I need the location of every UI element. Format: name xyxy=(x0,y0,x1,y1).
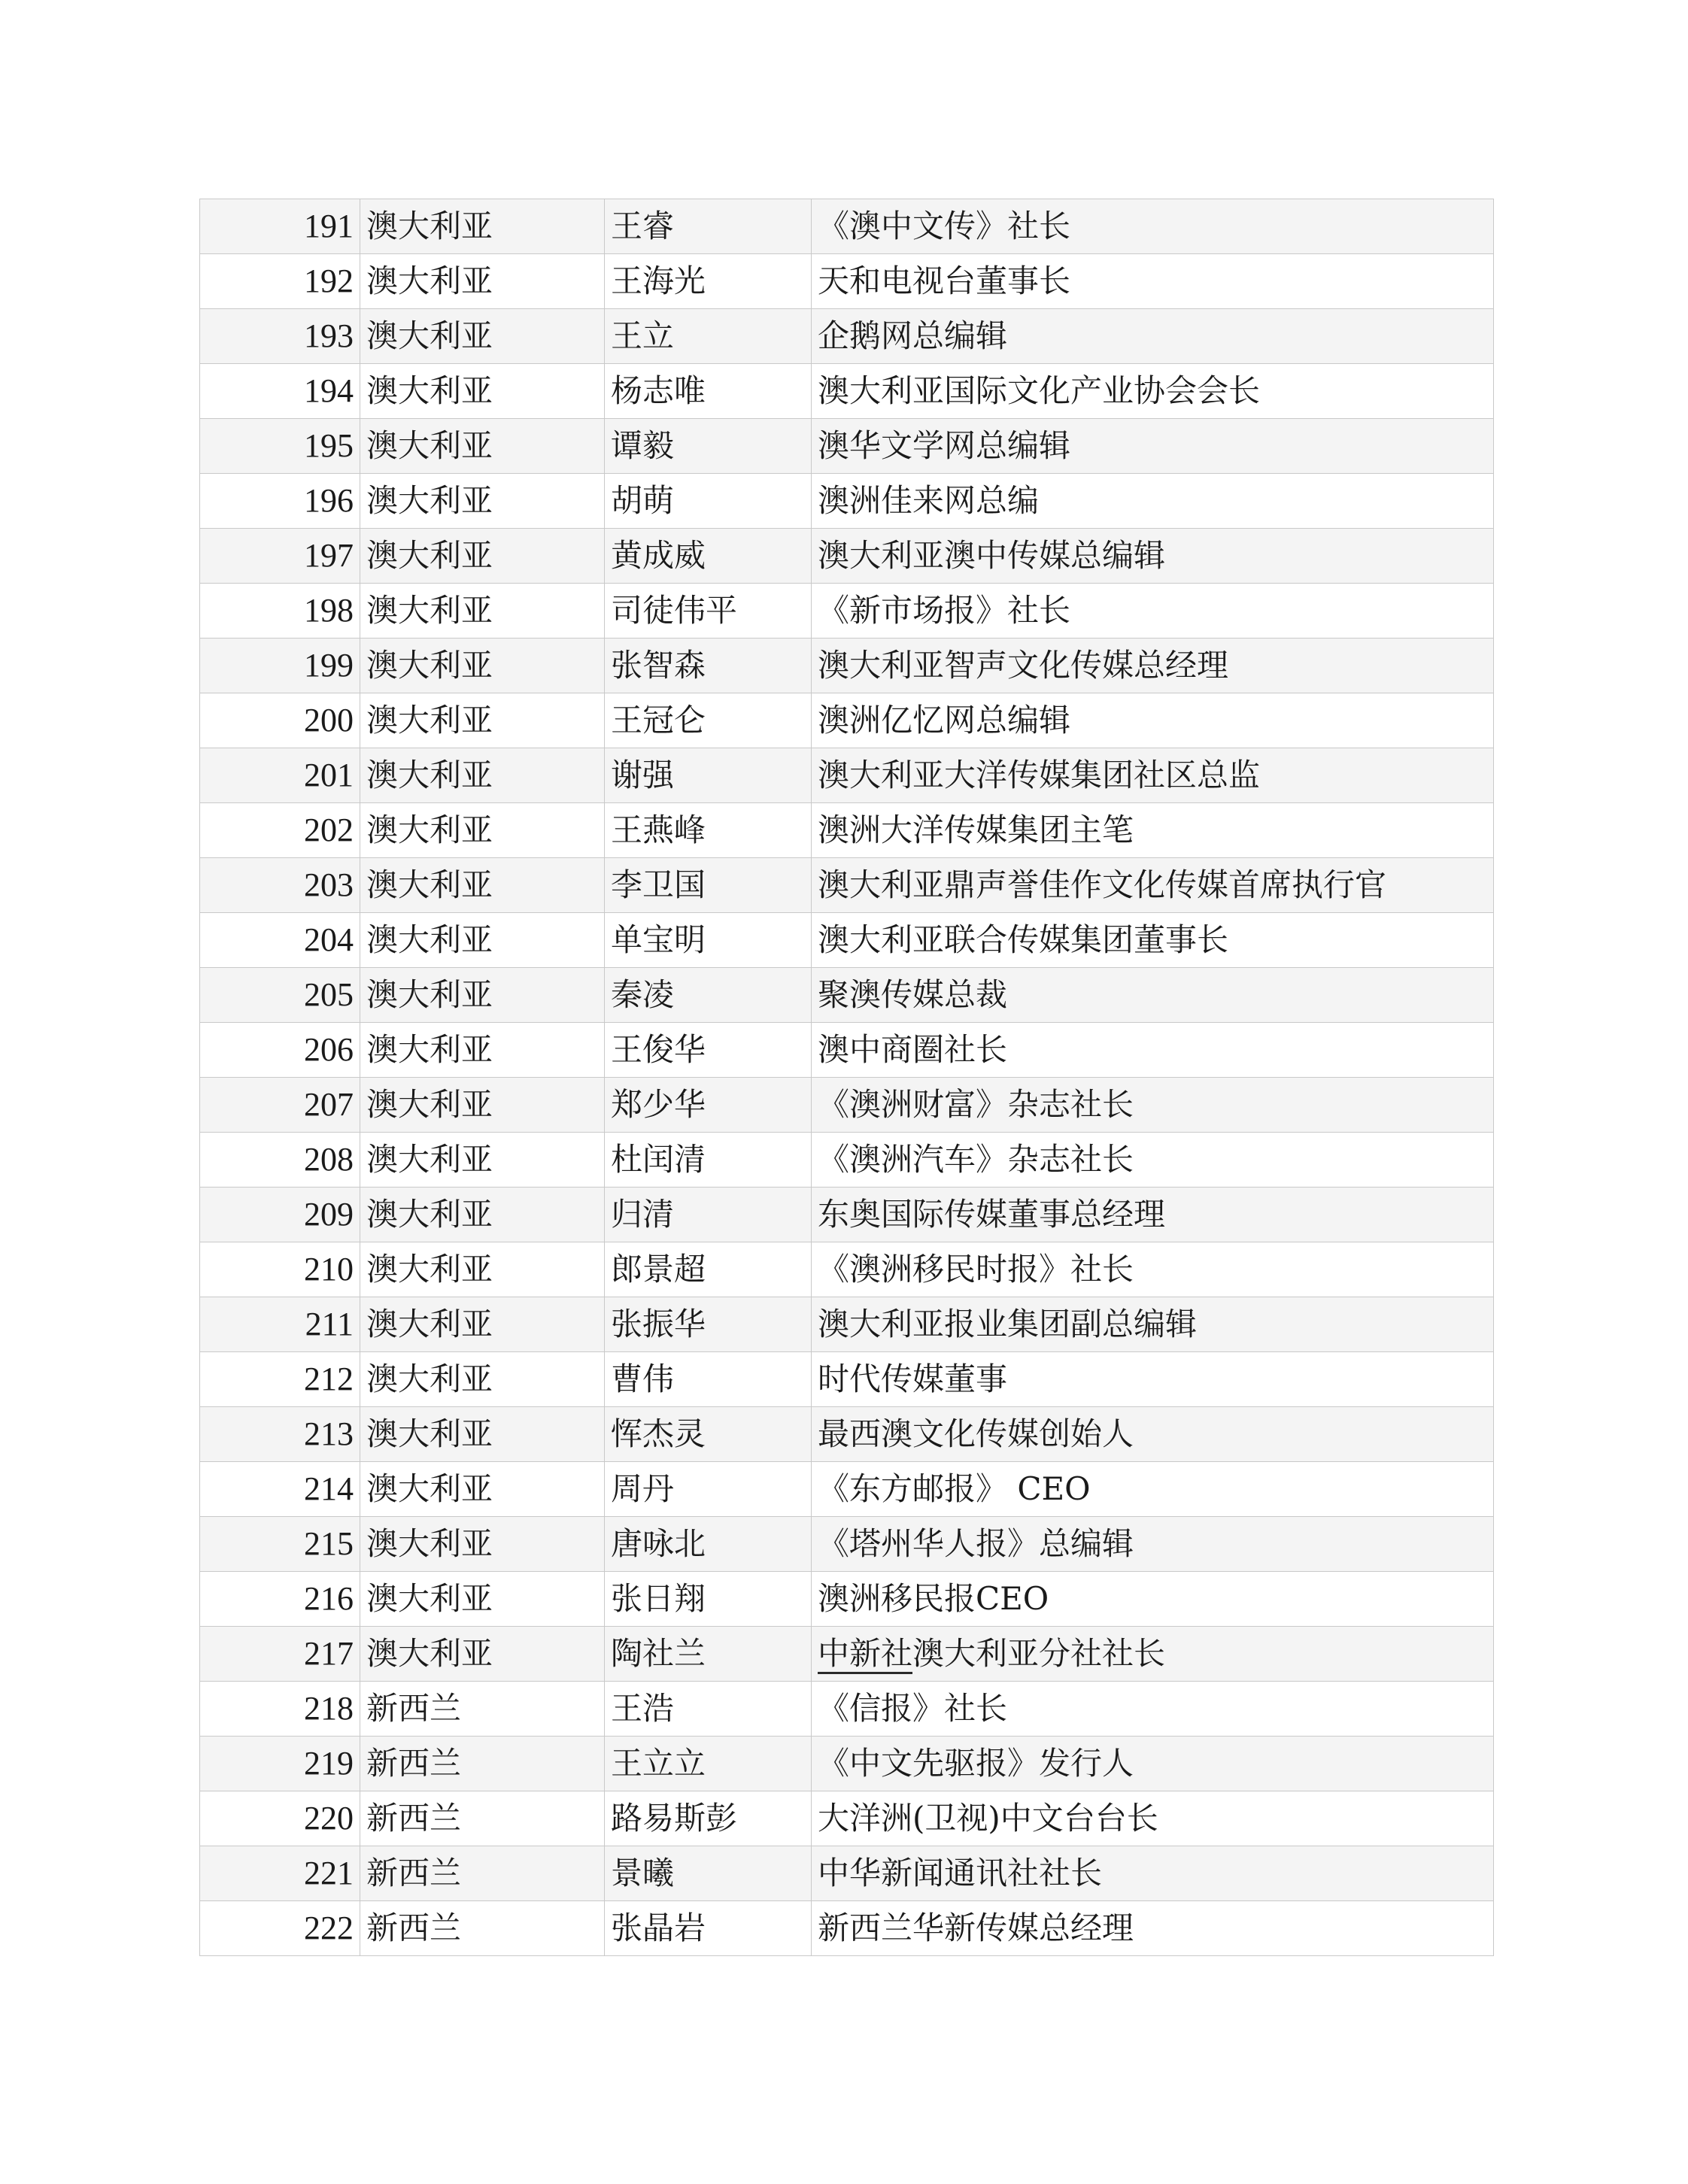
table-row xyxy=(200,309,1494,364)
media-roster-table xyxy=(199,199,1494,1956)
row-number: 222 xyxy=(200,1901,360,1956)
title-cell: 时代传媒董事 xyxy=(812,1352,1494,1407)
title-cell: 澳大利亚智声文化传媒总经理 xyxy=(812,639,1494,693)
row-number: 192 xyxy=(200,254,360,309)
row-number: 206 xyxy=(200,1023,360,1078)
name-cell: 李卫国 xyxy=(605,858,812,913)
table-row xyxy=(200,199,1494,254)
title-cell: 澳中商圈社长 xyxy=(812,1023,1494,1078)
table-row xyxy=(200,1297,1494,1352)
name-cell: 王立立 xyxy=(605,1737,812,1791)
name-cell: 司徒伟平 xyxy=(605,584,812,639)
country-cell: 澳大利亚 xyxy=(360,474,605,529)
title-cell: 澳洲大洋传媒集团主笔 xyxy=(812,803,1494,858)
name-cell: 路易斯彭 xyxy=(605,1791,812,1846)
name-cell: 王燕峰 xyxy=(605,803,812,858)
title-cell: 澳大利亚澳中传媒总编辑 xyxy=(812,529,1494,584)
table-row xyxy=(200,1407,1494,1462)
title-cell: 澳洲移民报CEO xyxy=(812,1572,1494,1627)
row-number: 191 xyxy=(200,199,360,254)
name-cell: 张智森 xyxy=(605,639,812,693)
table-row xyxy=(200,1737,1494,1791)
table-row xyxy=(200,1078,1494,1133)
title-cell: 《澳洲汽车》杂志社长 xyxy=(812,1133,1494,1188)
title-cell: 中华新闻通讯社社长 xyxy=(812,1846,1494,1901)
title-cell: 澳洲佳来网总编 xyxy=(812,474,1494,529)
name-cell: 杨志唯 xyxy=(605,364,812,419)
row-number: 196 xyxy=(200,474,360,529)
country-cell: 澳大利亚 xyxy=(360,1572,605,1627)
table-row xyxy=(200,474,1494,529)
table-row xyxy=(200,364,1494,419)
table-row xyxy=(200,419,1494,474)
country-cell: 澳大利亚 xyxy=(360,858,605,913)
name-cell: 郑少华 xyxy=(605,1078,812,1133)
country-cell: 新西兰 xyxy=(360,1791,605,1846)
row-number: 210 xyxy=(200,1242,360,1297)
country-cell: 澳大利亚 xyxy=(360,639,605,693)
title-cell: 澳大利亚国际文化产业协会会长 xyxy=(812,364,1494,419)
title-cell: 《东方邮报》 CEO xyxy=(812,1462,1494,1517)
table-row xyxy=(200,1242,1494,1297)
table-row xyxy=(200,748,1494,803)
name-cell: 王俊华 xyxy=(605,1023,812,1078)
country-cell: 新西兰 xyxy=(360,1682,605,1737)
country-cell: 澳大利亚 xyxy=(360,1627,605,1682)
table-row xyxy=(200,1023,1494,1078)
table-row xyxy=(200,1352,1494,1407)
row-number: 205 xyxy=(200,968,360,1023)
country-cell: 澳大利亚 xyxy=(360,1297,605,1352)
country-cell: 澳大利亚 xyxy=(360,913,605,968)
table-row xyxy=(200,1791,1494,1846)
name-cell: 谢强 xyxy=(605,748,812,803)
table-row xyxy=(200,1572,1494,1627)
title-cell: 澳大利亚报业集团副总编辑 xyxy=(812,1297,1494,1352)
row-number: 195 xyxy=(200,419,360,474)
title-cell: 《塔州华人报》总编辑 xyxy=(812,1517,1494,1572)
title-cell: 澳大利亚大洋传媒集团社区总监 xyxy=(812,748,1494,803)
name-cell: 归清 xyxy=(605,1188,812,1242)
table-row xyxy=(200,1682,1494,1737)
title-cell: 《新市场报》社长 xyxy=(812,584,1494,639)
country-cell: 澳大利亚 xyxy=(360,693,605,748)
row-number: 194 xyxy=(200,364,360,419)
title-cell: 《信报》社长 xyxy=(812,1682,1494,1737)
table-row xyxy=(200,1188,1494,1242)
title-cell: 天和电视台董事长 xyxy=(812,254,1494,309)
table-row xyxy=(200,803,1494,858)
country-cell: 新西兰 xyxy=(360,1737,605,1791)
country-cell: 澳大利亚 xyxy=(360,584,605,639)
name-cell: 王海光 xyxy=(605,254,812,309)
table-row xyxy=(200,1462,1494,1517)
name-cell: 秦凌 xyxy=(605,968,812,1023)
country-cell: 澳大利亚 xyxy=(360,1133,605,1188)
table-row xyxy=(200,1133,1494,1188)
country-cell: 新西兰 xyxy=(360,1901,605,1956)
table-row xyxy=(200,529,1494,584)
title-cell: 《中文先驱报》发行人 xyxy=(812,1737,1494,1791)
row-number: 212 xyxy=(200,1352,360,1407)
row-number: 209 xyxy=(200,1188,360,1242)
title-rest: 澳大利亚分社社长 xyxy=(912,1635,1166,1672)
table-row xyxy=(200,1517,1494,1572)
name-cell: 景曦 xyxy=(605,1846,812,1901)
row-number: 199 xyxy=(200,639,360,693)
title-cell: 大洋洲(卫视)中文台台长 xyxy=(812,1791,1494,1846)
name-cell: 张晶岩 xyxy=(605,1901,812,1956)
country-cell: 澳大利亚 xyxy=(360,309,605,364)
table-row xyxy=(200,693,1494,748)
title-cell: 最西澳文化传媒创始人 xyxy=(812,1407,1494,1462)
row-number: 200 xyxy=(200,693,360,748)
row-number: 207 xyxy=(200,1078,360,1133)
name-cell: 单宝明 xyxy=(605,913,812,968)
name-cell: 陶社兰 xyxy=(605,1627,812,1682)
underlined-org-name: 中新社 xyxy=(818,1635,912,1674)
row-number: 202 xyxy=(200,803,360,858)
name-cell: 谭毅 xyxy=(605,419,812,474)
row-number: 220 xyxy=(200,1791,360,1846)
title-cell: 澳大利亚鼎声誉佳作文化传媒首席执行官 xyxy=(812,858,1494,913)
row-number: 217 xyxy=(200,1627,360,1682)
title-cell: 澳华文学网总编辑 xyxy=(812,419,1494,474)
country-cell: 澳大利亚 xyxy=(360,968,605,1023)
row-number: 219 xyxy=(200,1737,360,1791)
title-cell xyxy=(812,1627,1494,1682)
name-cell: 王睿 xyxy=(605,199,812,254)
table-row xyxy=(200,968,1494,1023)
title-cell: 企鹅网总编辑 xyxy=(812,309,1494,364)
table-body xyxy=(200,199,1494,1956)
country-cell: 澳大利亚 xyxy=(360,199,605,254)
country-cell: 澳大利亚 xyxy=(360,1517,605,1572)
name-cell: 王浩 xyxy=(605,1682,812,1737)
name-cell: 唐咏北 xyxy=(605,1517,812,1572)
row-number: 197 xyxy=(200,529,360,584)
country-cell: 澳大利亚 xyxy=(360,1407,605,1462)
country-cell: 澳大利亚 xyxy=(360,1078,605,1133)
row-number: 216 xyxy=(200,1572,360,1627)
country-cell: 澳大利亚 xyxy=(360,1023,605,1078)
country-cell: 澳大利亚 xyxy=(360,254,605,309)
title-cell: 《澳中文传》社长 xyxy=(812,199,1494,254)
row-number: 221 xyxy=(200,1846,360,1901)
country-cell: 澳大利亚 xyxy=(360,1462,605,1517)
title-cell: 东奥国际传媒董事总经理 xyxy=(812,1188,1494,1242)
country-cell: 澳大利亚 xyxy=(360,748,605,803)
table-row xyxy=(200,1627,1494,1682)
name-cell: 王立 xyxy=(605,309,812,364)
name-cell: 黄成威 xyxy=(605,529,812,584)
name-cell: 胡萌 xyxy=(605,474,812,529)
country-cell: 澳大利亚 xyxy=(360,1188,605,1242)
row-number: 203 xyxy=(200,858,360,913)
name-cell: 杜闰清 xyxy=(605,1133,812,1188)
row-number: 215 xyxy=(200,1517,360,1572)
title-cell: 澳洲亿忆网总编辑 xyxy=(812,693,1494,748)
table-row xyxy=(200,1846,1494,1901)
table-row xyxy=(200,639,1494,693)
row-number: 193 xyxy=(200,309,360,364)
row-number: 201 xyxy=(200,748,360,803)
row-number: 214 xyxy=(200,1462,360,1517)
title-cell: 新西兰华新传媒总经理 xyxy=(812,1901,1494,1956)
table-row xyxy=(200,254,1494,309)
name-cell: 曹伟 xyxy=(605,1352,812,1407)
row-number: 208 xyxy=(200,1133,360,1188)
country-cell: 新西兰 xyxy=(360,1846,605,1901)
row-number: 213 xyxy=(200,1407,360,1462)
title-cell: 聚澳传媒总裁 xyxy=(812,968,1494,1023)
table-row xyxy=(200,1901,1494,1956)
name-cell: 恽杰灵 xyxy=(605,1407,812,1462)
row-number: 218 xyxy=(200,1682,360,1737)
table-row xyxy=(200,584,1494,639)
name-cell: 张振华 xyxy=(605,1297,812,1352)
row-number: 204 xyxy=(200,913,360,968)
row-number: 198 xyxy=(200,584,360,639)
country-cell: 澳大利亚 xyxy=(360,529,605,584)
row-number: 211 xyxy=(200,1297,360,1352)
table-row xyxy=(200,858,1494,913)
country-cell: 澳大利亚 xyxy=(360,1242,605,1297)
name-cell: 王冠仑 xyxy=(605,693,812,748)
country-cell: 澳大利亚 xyxy=(360,803,605,858)
title-cell: 澳大利亚联合传媒集团董事长 xyxy=(812,913,1494,968)
title-cell: 《澳洲财富》杂志社长 xyxy=(812,1078,1494,1133)
country-cell: 澳大利亚 xyxy=(360,419,605,474)
country-cell: 澳大利亚 xyxy=(360,364,605,419)
name-cell: 郎景超 xyxy=(605,1242,812,1297)
title-cell: 《澳洲移民时报》社长 xyxy=(812,1242,1494,1297)
name-cell: 周丹 xyxy=(605,1462,812,1517)
country-cell: 澳大利亚 xyxy=(360,1352,605,1407)
table-row xyxy=(200,913,1494,968)
name-cell: 张日翔 xyxy=(605,1572,812,1627)
